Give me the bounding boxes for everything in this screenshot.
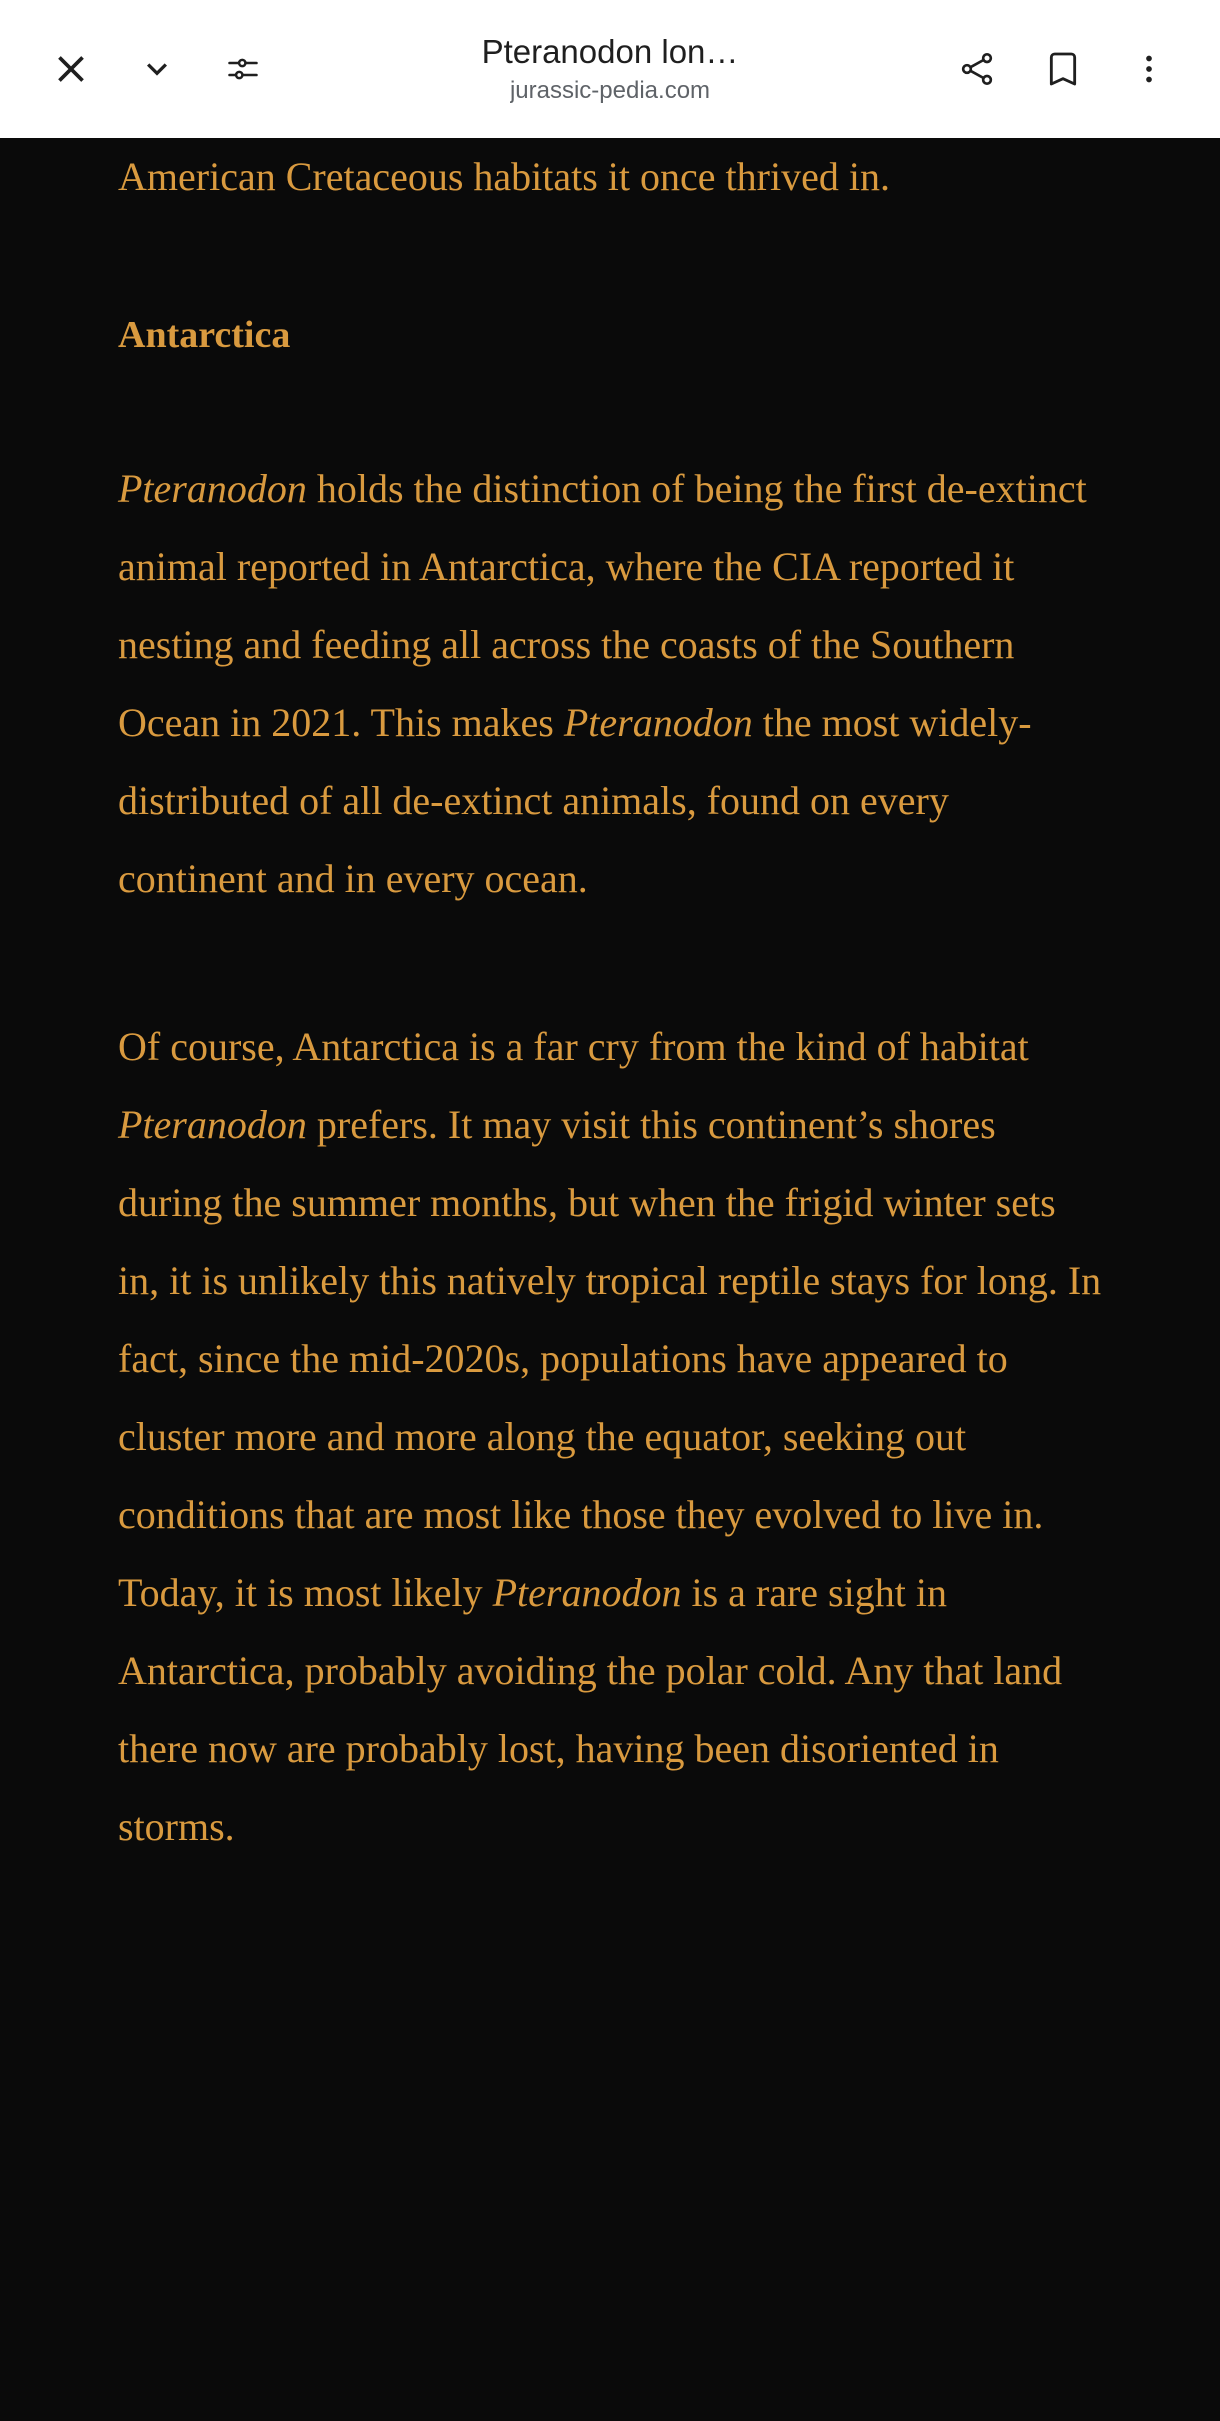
browser-toolbar: [0, 0, 1220, 138]
species-name-italic: Pteranodon: [492, 1570, 682, 1615]
paragraph-antarctica-second: [118, 1008, 1102, 1848]
paragraph-continued: American Cretaceous habitats it once thrived in.: [118, 154, 890, 199]
heading-spacer: [118, 358, 1102, 450]
species-name-italic: Pteranodon: [118, 466, 307, 511]
bookmark-button[interactable]: [1020, 26, 1106, 112]
paragraph-spacer: [118, 918, 1102, 1008]
article-body: [118, 138, 1102, 1848]
bookmark-icon: [1043, 49, 1083, 89]
share-button[interactable]: [934, 26, 1020, 112]
species-name-italic: Pteranodon: [118, 1102, 307, 1147]
chevron-down-icon: [137, 49, 177, 89]
collapse-button[interactable]: [114, 26, 200, 112]
section-heading-antarctica: Antarctica: [118, 314, 291, 356]
paragraph-antarctica-first: [118, 450, 1102, 918]
page-info-tune-icon: [225, 51, 261, 87]
paragraph-spacer: [118, 216, 1102, 312]
paragraph-text-clipped: storms.: [118, 1804, 235, 1848]
overflow-menu-button[interactable]: [1106, 26, 1192, 112]
species-name-italic: Pteranodon: [563, 700, 753, 745]
paragraph-text: is a rare sight in Antarctica, probably avoiding the polar cold. Any that land there now are probably lost, having been disoriented in: [118, 1570, 1063, 1771]
page-title: Pteranodon lon…: [481, 33, 739, 70]
paragraph-text: prefers. It may visit this continent’s shores during the summer months, but when the frigid winter sets in, it is unlikely this natively tropical reptile stays for long. In fact, since the mid-2020s, populations have appeared to cluster more and more along the equator, seeking out conditions that are most like those they evolved to live in. Today, it is most likely: [118, 1102, 1102, 1615]
page-origin: jurassic-pedia.com: [509, 77, 711, 104]
paragraph-text: the most widely-distributed of all de-extinct animals, found on every continent and in every ocean.: [118, 700, 1032, 901]
close-icon: [49, 47, 93, 91]
web-page-content[interactable]: [0, 138, 1220, 2421]
paragraph-text: holds the distinction of being the first de-extinct animal reported in Antarctica, where the CIA reported it nesting and feeding all across the coasts of the Southern Ocean in 2021. This makes: [118, 466, 1087, 745]
title-block[interactable]: [286, 32, 934, 106]
share-icon: [957, 49, 997, 89]
close-button[interactable]: [28, 26, 114, 112]
more-vertical-icon: [1131, 51, 1167, 87]
page-info-button[interactable]: [200, 26, 286, 112]
paragraph-text: Of course, Antarctica is a far cry from the kind of habitat: [118, 1024, 1029, 1069]
